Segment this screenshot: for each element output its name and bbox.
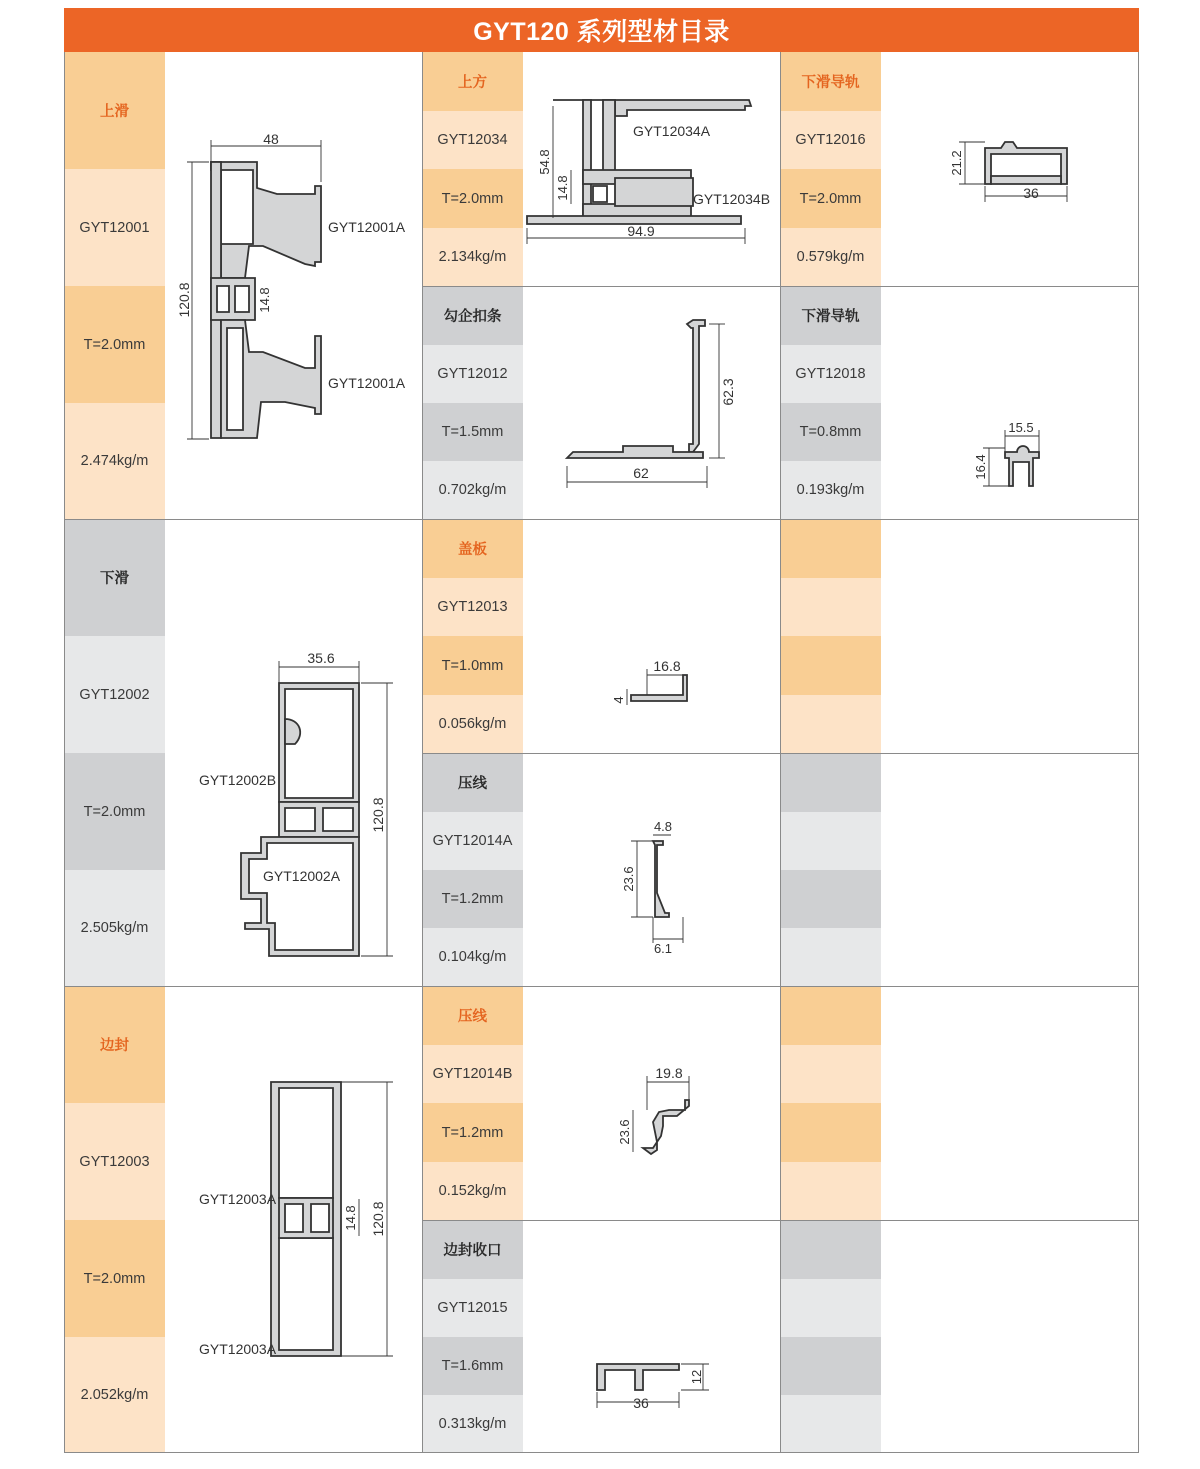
profile-card-gyt12014b	[422, 986, 780, 1220]
dim-gap: 14.8	[555, 175, 570, 201]
profile-weight: 2.134kg/m	[422, 228, 523, 286]
empty-cell	[780, 1395, 881, 1453]
profile-label-a: GYT12003A	[199, 1191, 277, 1207]
profile-code: GYT12014A	[422, 812, 523, 870]
profile-thickness: T=0.8mm	[780, 403, 881, 461]
profile-thickness: T=1.2mm	[422, 1103, 523, 1162]
dim-height: 62.3	[720, 378, 736, 406]
empty-cell	[780, 753, 881, 812]
dim-width: 62	[633, 465, 649, 481]
profile-weight: 0.152kg/m	[422, 1162, 523, 1220]
profile-drawing	[523, 286, 780, 519]
empty-cell	[780, 812, 881, 870]
profile-label-a: GYT12001A	[328, 219, 406, 235]
profile-weight: 0.702kg/m	[422, 461, 523, 519]
profile-code: GYT12018	[780, 345, 881, 403]
profile-card-gyt12003	[64, 986, 422, 1453]
profile-drawing	[881, 286, 1139, 519]
dim-width: 35.6	[307, 650, 335, 666]
empty-card	[780, 519, 1139, 753]
profile-card-gyt12016	[780, 52, 1139, 286]
profile-code: GYT12001	[64, 169, 165, 286]
empty-card	[780, 753, 1139, 986]
profile-thickness: T=1.0mm	[422, 636, 523, 695]
profile-code: GYT12014B	[422, 1045, 523, 1103]
profile-label-b: GYT12002B	[199, 772, 277, 788]
dim-top: 4.8	[653, 819, 673, 834]
dim-width: 94.9	[627, 223, 655, 239]
dim-height: 120.8	[176, 282, 192, 318]
profile-weight: 0.056kg/m	[422, 695, 523, 753]
profile-drawing	[523, 753, 780, 986]
dim-width: 19.8	[655, 1065, 683, 1081]
dim-height: 120.8	[370, 1201, 386, 1237]
profile-code: GYT12002	[64, 636, 165, 753]
profile-thickness: T=2.0mm	[780, 169, 881, 228]
profile-drawing	[165, 519, 422, 986]
empty-cell	[780, 870, 881, 928]
dim-width: 36	[633, 1395, 649, 1411]
grid-line	[422, 753, 1139, 754]
grid-line	[422, 1220, 1139, 1221]
profile-name: 下滑	[64, 519, 165, 636]
profile-card-gyt12014a	[422, 753, 780, 986]
profile-card-gyt12002	[64, 519, 422, 986]
profile-card-gyt12018	[780, 286, 1139, 519]
grid-line	[64, 519, 1139, 520]
profile-card-gyt12013	[422, 519, 780, 753]
dim-width: 36	[1023, 185, 1039, 201]
profile-card-gyt12034	[422, 52, 780, 286]
dim-gap: 14.8	[257, 287, 272, 313]
page-title: GYT120 系列型材目录	[64, 8, 1139, 52]
profile-drawing	[881, 52, 1139, 286]
empty-cell	[780, 986, 881, 1045]
profile-thickness: T=2.0mm	[422, 169, 523, 228]
profile-thickness: T=1.6mm	[422, 1337, 523, 1395]
grid-line	[64, 52, 65, 1453]
profile-thickness: T=1.5mm	[422, 403, 523, 461]
empty-cell	[780, 578, 881, 636]
profile-thickness: T=2.0mm	[64, 286, 165, 403]
profile-label-b: GYT12001A	[328, 375, 406, 391]
profile-name: 下滑导轨	[780, 286, 881, 345]
profile-weight: 2.505kg/m	[64, 870, 165, 986]
empty-cell	[780, 1045, 881, 1103]
profile-code: GYT12012	[422, 345, 523, 403]
dim-width: 48	[263, 131, 279, 147]
profile-thickness: T=2.0mm	[64, 753, 165, 870]
empty-card	[780, 1220, 1139, 1453]
profile-name: 盖板	[422, 519, 523, 578]
empty-cell	[780, 1103, 881, 1162]
dim-height: 16.4	[973, 454, 988, 480]
dim-height: 21.2	[949, 150, 964, 176]
dim-height: 23.6	[617, 1119, 632, 1145]
profile-name: 勾企扣条	[422, 286, 523, 345]
dim-width: 16.8	[653, 658, 681, 674]
grid-line	[422, 286, 1139, 287]
profile-label-b: GYT12034B	[693, 191, 771, 207]
profile-card-gyt12015	[422, 1220, 780, 1453]
profile-weight: 0.579kg/m	[780, 228, 881, 286]
profile-drawing	[523, 52, 780, 286]
profile-drawing	[523, 1220, 780, 1453]
empty-cell	[780, 1337, 881, 1395]
dim-bottom: 6.1	[653, 941, 673, 956]
profile-drawing	[165, 52, 422, 519]
profile-code: GYT12016	[780, 111, 881, 169]
profile-drawing	[165, 986, 422, 1453]
empty-cell	[780, 695, 881, 753]
profile-name: 压线	[422, 986, 523, 1045]
empty-cell	[780, 1162, 881, 1220]
profile-thickness: T=2.0mm	[64, 1220, 165, 1337]
profile-name: 边封	[64, 986, 165, 1103]
profile-weight: 2.474kg/m	[64, 403, 165, 519]
empty-card	[780, 986, 1139, 1220]
catalog-grid	[64, 52, 1139, 1453]
profile-label-a: GYT12002A	[263, 868, 341, 884]
empty-cell	[780, 928, 881, 986]
profile-weight: 2.052kg/m	[64, 1337, 165, 1453]
empty-cell	[780, 1220, 881, 1279]
dim-height: 12	[689, 1369, 704, 1385]
profile-card-gyt12012	[422, 286, 780, 519]
dim-gap: 14.8	[343, 1205, 358, 1231]
profile-name: 下滑导轨	[780, 52, 881, 111]
profile-label-a: GYT12034A	[633, 123, 711, 139]
profile-code: GYT12003	[64, 1103, 165, 1220]
empty-cell	[780, 1279, 881, 1337]
empty-cell	[780, 636, 881, 695]
profile-label-b: GYT12003A	[199, 1341, 277, 1357]
profile-drawing	[523, 519, 780, 753]
profile-code: GYT12013	[422, 578, 523, 636]
dim-height: 54.8	[537, 149, 552, 175]
profile-name: 压线	[422, 753, 523, 812]
dim-height: 4	[611, 696, 626, 704]
profile-name: 上滑	[64, 52, 165, 169]
profile-weight: 0.313kg/m	[422, 1395, 523, 1453]
profile-code: GYT12015	[422, 1279, 523, 1337]
profile-weight: 0.104kg/m	[422, 928, 523, 986]
profile-thickness: T=1.2mm	[422, 870, 523, 928]
empty-cell	[780, 519, 881, 578]
profile-weight: 0.193kg/m	[780, 461, 881, 519]
profile-card-gyt12001	[64, 52, 422, 519]
dim-height: 120.8	[370, 797, 386, 833]
profile-name: 边封收口	[422, 1220, 523, 1279]
profile-name: 上方	[422, 52, 523, 111]
grid-line	[64, 986, 1139, 987]
dim-width: 15.5	[1008, 420, 1034, 435]
profile-code: GYT12034	[422, 111, 523, 169]
dim-height: 23.6	[621, 866, 636, 892]
profile-drawing	[523, 986, 780, 1220]
grid-line	[64, 1452, 1139, 1453]
